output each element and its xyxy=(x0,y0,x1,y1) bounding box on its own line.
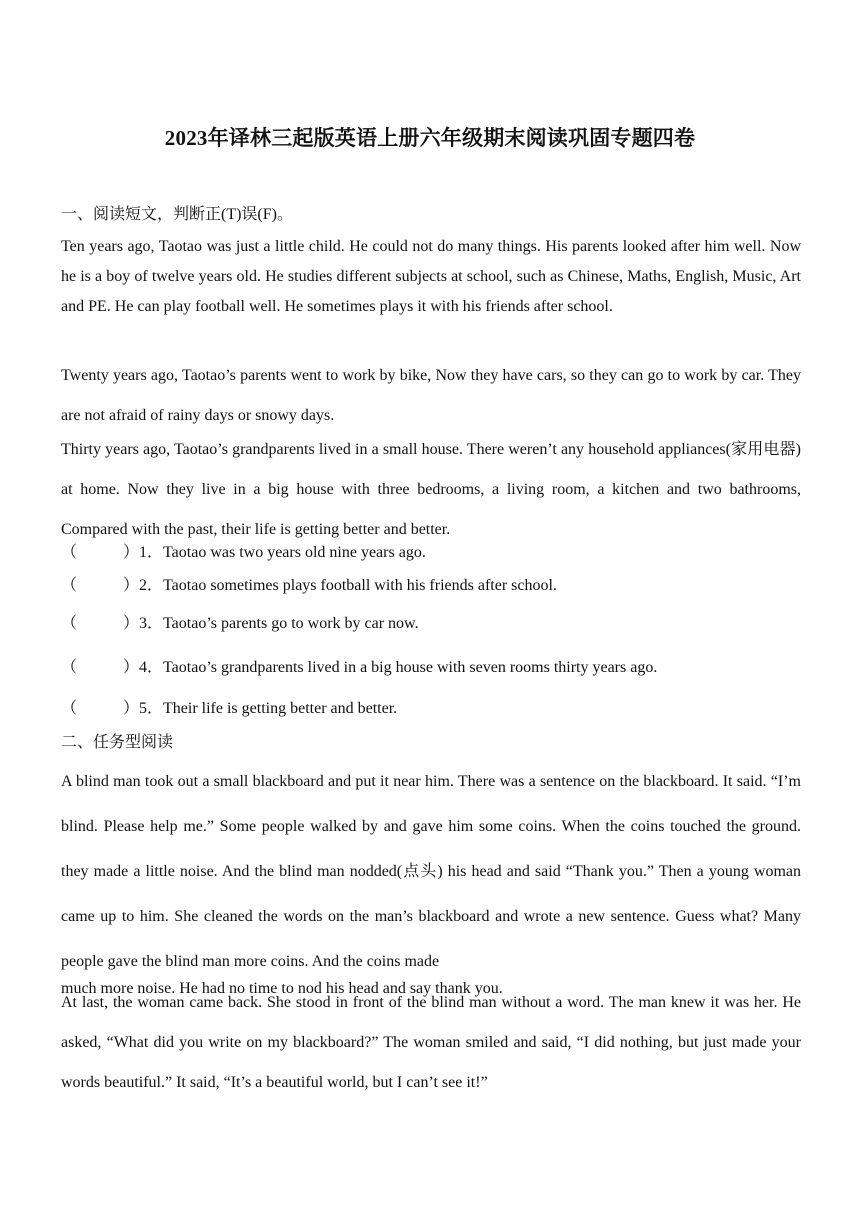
question-text: Taotao was two years old nine years ago. xyxy=(163,544,426,561)
question-number: ）4． xyxy=(123,659,164,676)
section1-paragraph-3: Thirty years ago, Taotao’s grandparents lived in a small house. There weren’t any household appliances(家用电器) at home. Now they live in a big house with three bedrooms, a living room, a kitchen and two bathrooms, Compared with the past, their life is getting better and better. xyxy=(61,441,801,538)
question-4 xyxy=(61,654,657,677)
question-5 xyxy=(61,695,397,718)
section2-paragraph-1 xyxy=(61,759,801,1004)
section2-paragraph-2: At last, the woman came back. She stood in front of the blind man without a word. The man knew it was her. He asked, “What did you write on my blackboard?” The woman smiled and said, “I did nothing, but just made your words beautiful.” It said, “It’s a beautiful world, but I can’t see it!” xyxy=(61,994,801,1091)
question-2 xyxy=(61,572,557,595)
answer-blank-open: （ xyxy=(61,700,78,717)
answer-blank-open: （ xyxy=(61,577,78,594)
question-text: Taotao’s parents go to work by car now. xyxy=(163,615,419,632)
section2-paragraph-1-main: A blind man took out a small blackboard and put it near him. There was a sentence on the blackboard. It said. “I’m blind. Please help me.” Some people walked by and gave him some coins. When the coins touched the ground. they made a little noise. And the blind man nodded(点头) his head and said “Thank you.” Then a young woman came up to him. She cleaned the words on the man’s blackboard and wrote a new sentence. Guess what? Many people gave the blind man more coins. And the coins made xyxy=(61,773,801,970)
question-text: Taotao’s grandparents lived in a big house with seven rooms thirty years ago. xyxy=(163,659,658,676)
answer-blank-open: （ xyxy=(61,659,78,676)
section1-heading: 一、阅读短文，判断正(T)误(F)。 xyxy=(61,206,293,223)
question-number: ）1． xyxy=(123,544,164,561)
section1-paragraph-2: Twenty years ago, Taotao’s parents went to work by bike, Now they have cars, so they can go to work by car. They are not afraid of rainy days or snowy days. xyxy=(61,367,801,424)
question-number: ）2． xyxy=(123,577,164,594)
section2-paragraph-1-tail: much more noise. He had no time to nod his head and say thank you. xyxy=(61,980,503,997)
section1-paragraph-1: Ten years ago, Taotao was just a little child. He could not do many things. His parents looked after him well. Now he is a boy of twelve years old. He studies different subjects at school, such as Chinese, Maths, English, Music, Art and PE. He can play football well. He sometimes plays it with his friends after school. xyxy=(61,238,801,315)
answer-blank-open: （ xyxy=(61,544,78,561)
document-title: 2023年译林三起版英语上册六年级期末阅读巩固专题四卷 xyxy=(164,126,696,150)
question-text: Their life is getting better and better. xyxy=(163,700,398,717)
question-number: ）3． xyxy=(123,615,164,632)
question-1 xyxy=(61,539,426,562)
question-text: Taotao sometimes plays football with his friends after school. xyxy=(163,577,557,594)
question-number: ）5． xyxy=(123,700,164,717)
answer-blank-open: （ xyxy=(61,615,78,632)
section2-heading: 二、任务型阅读 xyxy=(61,734,174,751)
question-3 xyxy=(61,610,419,633)
